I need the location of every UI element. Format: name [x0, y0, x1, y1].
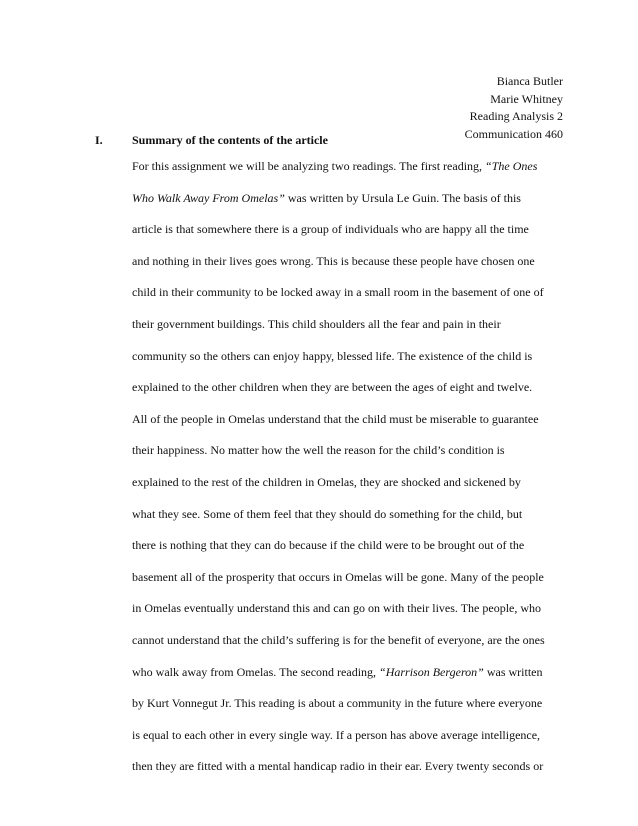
- line-text: who walk away from Omelas. The second reading,: [132, 664, 380, 679]
- line-text: there is nothing that they can do because if the child were to be brought out of the: [132, 538, 525, 553]
- paragraph-line: [132, 600, 567, 632]
- line-text: their happiness. No matter how the well the reason for the child’s condition is: [132, 443, 505, 458]
- section-number: I.: [95, 133, 103, 147]
- line-text: explained to the rest of the children in Omelas, they are shocked and sickened by: [132, 474, 521, 489]
- paragraph-line: [132, 221, 567, 253]
- line-text: cannot understand that the child’s suffering is for the benefit of everyone, are the ones: [132, 632, 545, 647]
- line-text: then they are fitted with a mental handicap radio in their ear. Every twenty seconds or: [132, 759, 544, 774]
- body-paragraph: [132, 158, 567, 790]
- paragraph-line: [132, 253, 567, 285]
- paragraph-line: [132, 758, 567, 790]
- paragraph-line: [132, 537, 567, 569]
- section-heading-row: [95, 132, 565, 149]
- italic-title-text: Who Walk Away From Omelas”: [132, 190, 285, 205]
- line-text: All of the people in Omelas understand that the child must be miserable to guarantee: [132, 411, 539, 426]
- paragraph-line: [132, 569, 567, 601]
- header-course: Communication 460: [464, 126, 563, 141]
- line-text: and nothing in their lives goes wrong. This is because these people have chosen one: [132, 253, 535, 268]
- line-text: was written: [483, 664, 543, 679]
- line-text: by Kurt Vonnegut Jr. This reading is about a community in the future where everyone: [132, 696, 543, 711]
- paragraph-line: [132, 632, 567, 664]
- line-text: community so the others can enjoy happy, blessed life. The existence of the child is: [132, 348, 533, 363]
- line-text: child in their community to be locked away in a small room in the basement of one of: [132, 285, 544, 300]
- paragraph-line: [132, 411, 567, 443]
- section-title: Summary of the contents of the article: [132, 133, 328, 147]
- line-text: For this assignment we will be analyzing two readings. The first reading,: [132, 159, 486, 173]
- line-text: basement all of the prosperity that occurs in Omelas will be gone. Many of the people: [132, 569, 544, 584]
- line-text: in Omelas eventually understand this and can go on with their lives. The people, who: [132, 601, 542, 616]
- paragraph-line: [132, 664, 567, 696]
- paragraph-line: [132, 727, 567, 759]
- section-heading: [95, 132, 565, 149]
- line-text: their government buildings. This child shoulders all the fear and pain in their: [132, 316, 501, 331]
- header-author-2: Marie Whitney: [490, 91, 563, 106]
- line-text: article is that somewhere there is a group of individuals who are happy all the time: [132, 222, 529, 237]
- line-text: was written by Ursula Le Guin. The basis of this: [284, 190, 521, 205]
- italic-title-text: “The Ones: [485, 159, 538, 173]
- italic-title-text: “Harrison Bergeron”: [379, 664, 484, 679]
- line-text: is equal to each other in every single way. If a person has above average intelligence,: [132, 727, 541, 742]
- paragraph-line: [132, 506, 567, 538]
- line-text: explained to the other children when they are between the ages of eight and twelve.: [132, 380, 533, 395]
- line-text: what they see. Some of them feel that they should do something for the child, but: [132, 506, 523, 521]
- paragraph-line: [132, 284, 567, 316]
- paragraph-line: [132, 695, 567, 727]
- paragraph-line: [132, 190, 567, 222]
- paragraph-line: [132, 316, 567, 348]
- header-author-1: Bianca Butler: [496, 74, 563, 88]
- paragraph-line: [132, 474, 567, 506]
- paragraph-line: [132, 379, 567, 411]
- paragraph-line: [132, 442, 567, 474]
- paragraph-line: [132, 158, 567, 190]
- paragraph-line: [132, 348, 567, 380]
- header-assignment: Reading Analysis 2: [469, 109, 563, 123]
